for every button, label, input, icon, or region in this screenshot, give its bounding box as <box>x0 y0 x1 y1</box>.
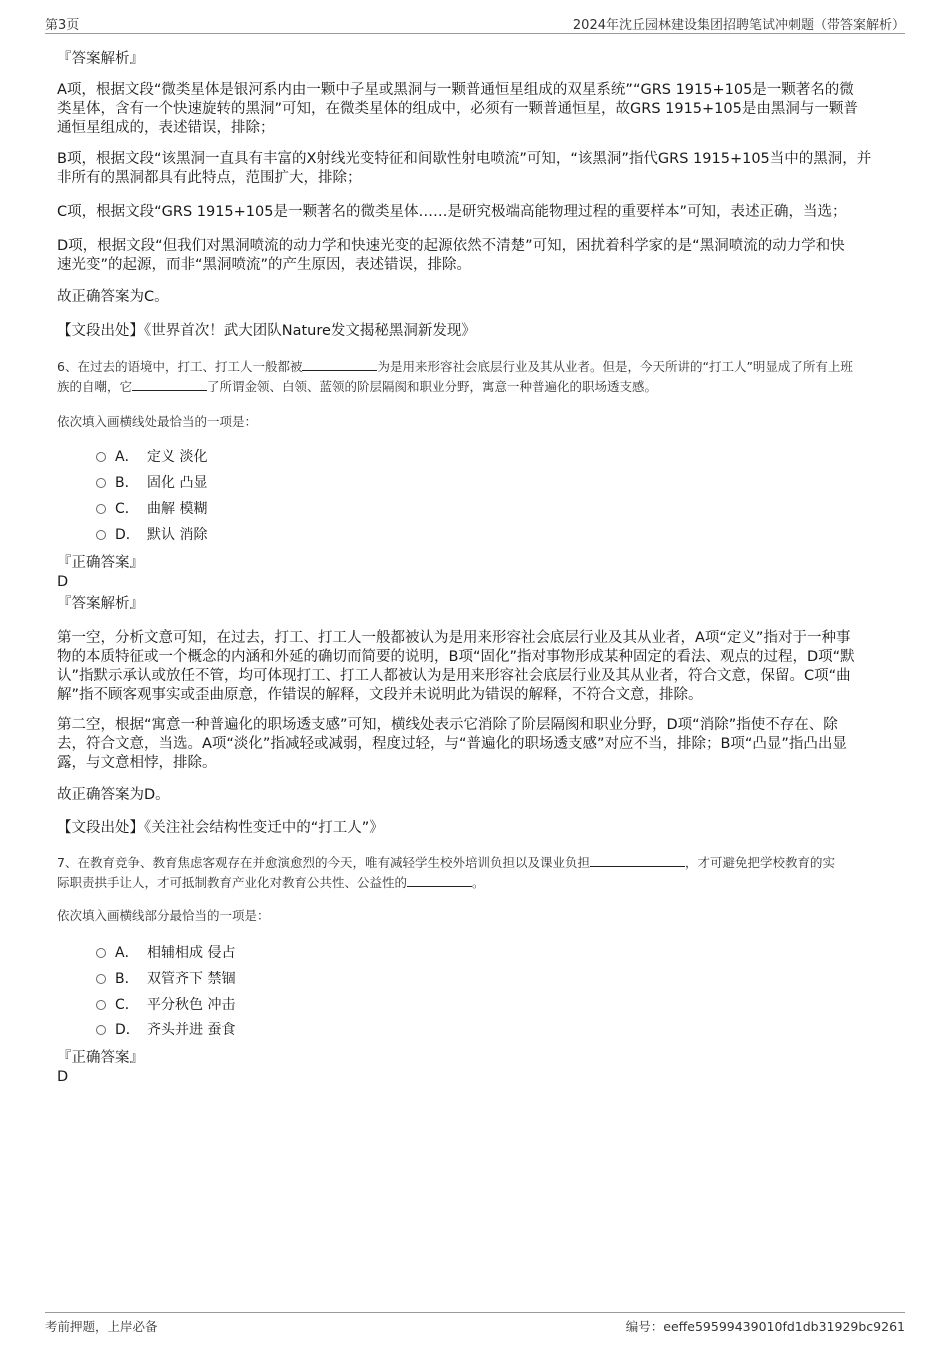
q6-option-b[interactable]: B． 固化 凸显 <box>96 474 207 492</box>
radio-icon[interactable] <box>96 504 106 514</box>
radio-icon[interactable] <box>96 452 106 462</box>
page-number: 第3页 <box>45 18 80 33</box>
q5-analysis-d: D项，根据文段“但我们对黑洞喷流的动力学和快速光变的起源依然不清楚”可知，困扰着科学家的是“黑洞喷流的动力学和快 速光变”的起源，而非“黑洞喷流”的产生原因，表述错误，排除。 <box>57 238 845 273</box>
document-code: 编号：eeffe59599439010fd1db31929bc9261 <box>625 1319 905 1334</box>
blank-line <box>407 875 472 887</box>
q7-answer: D <box>57 1069 69 1085</box>
q7-option-d[interactable]: D． 齐头并进 蚕食 <box>96 1021 235 1039</box>
q6-option-d[interactable]: D． 默认 消除 <box>96 526 207 544</box>
radio-icon[interactable] <box>96 974 106 984</box>
radio-icon[interactable] <box>96 478 106 488</box>
page-header <box>45 12 905 34</box>
radio-icon[interactable] <box>96 1025 106 1035</box>
q7-prompt: 依次填入画横线部分最恰当的一项是： <box>57 908 270 923</box>
q6-answer: D <box>57 574 69 590</box>
q7-answer-label: 『正确答案』 <box>57 1050 144 1066</box>
q5-analysis-label: 『答案解析』 <box>57 51 144 67</box>
q6-option-c[interactable]: C． 曲解 模糊 <box>96 500 207 518</box>
q5-analysis-b: B项，根据文段“该黑洞一直具有丰富的X射线光变特征和间歇性射电喷流”可知，“该黑洞”指代GRS 1915+105当中的黑洞，并 非所有的黑洞都具有此特点，范围扩大，排除； <box>57 151 872 186</box>
blank-line <box>132 379 207 391</box>
q6-analysis-label: 『答案解析』 <box>57 596 144 612</box>
blank-line <box>590 855 685 867</box>
q7-stem: 7、在教育竞争、教育焦虑客观存在并愈演愈烈的今天，唯有减轻学生校外培训负担以及课业负担 ，才可避免把学校教育的实 际职责拱手让人，才可抵制教育产业化对教育公共性、公益性的 。 <box>57 855 835 890</box>
q6-analysis-p1: 第一空，分析文意可知，在过去，打工、打工人一般都被认为是用来形容社会底层行业及其从业者，A项“定义”指对于一种事 物的本质特征或一个概念的内涵和外延的确切而简要的说明，B项“固化”指对事物形成某种固定的看法、观点的过程，D项“默 认”指默示承认或放任不管，均可体现打工、打工人都被认为是用来形容社会底层行业及其从业者，符合文意，保留。C项“曲 解”指不顾客观事实或歪曲原意，作错误的解释，文段并未说明此为错误的解释，不符合文意，排除。 <box>57 630 855 703</box>
q7-option-a[interactable]: A． 相辅相成 侵占 <box>96 944 235 962</box>
q6-prompt: 依次填入画横线处最恰当的一项是： <box>57 414 258 429</box>
radio-icon[interactable] <box>96 530 106 540</box>
q7-option-c[interactable]: C． 平分秋色 冲击 <box>96 996 235 1014</box>
footer-slogan: 考前押题，上岸必备 <box>45 1319 158 1334</box>
q6-answer-label: 『正确答案』 <box>57 555 144 571</box>
radio-icon[interactable] <box>96 948 106 958</box>
q6-stem: 6、在过去的语境中，打工、打工人一般都被 为是用来形容社会底层行业及其从业者。但是，今天所讲的“打工人”明显成了所有上班 族的自嘲，它 了所谓金领、白领、蓝领的阶层隔阂和职业分野，寓意一种普遍化的职场透支感。 <box>57 359 853 394</box>
q7-option-b[interactable]: B． 双管齐下 禁锢 <box>96 970 235 988</box>
q5-source: 【文段出处】《世界首次！武大团队Nature发文揭秘黑洞新发现》 <box>57 323 476 339</box>
q5-conclusion: 故正确答案为C。 <box>57 289 169 305</box>
q6-analysis-p2: 第二空，根据“寓意一种普遍化的职场透支感”可知，横线处表示它消除了阶层隔阂和职业分野，D项“消除”指使不存在、除 去，符合文意，当选。A项“淡化”指减轻或减弱，程度过轻，与“普遍化的职场透支感”对应不当，排除；B项“凸显”指凸出显 露，与文意相悖，排除。 <box>57 717 847 771</box>
document-title: 2024年沈丘园林建设集团招聘笔试冲刺题（带答案解析） <box>572 18 905 33</box>
radio-icon[interactable] <box>96 1000 106 1010</box>
q6-option-a[interactable]: A． 定义 淡化 <box>96 448 207 466</box>
q6-conclusion: 故正确答案为D。 <box>57 787 170 803</box>
q5-analysis-a: A项，根据文段“微类星体是银河系内由一颗中子星或黑洞与一颗普通恒星组成的双星系统”“GRS 1915+105是一颗著名的微 类星体，含有一个快速旋转的黑洞”可知，在微类星体的组成中，必须有一颗普通恒星，故GRS 1915+105是由黑洞与一颗普 通恒星组成的，表述错误，排除； <box>57 82 858 136</box>
q6-source: 【文段出处】《关注社会结构性变迁中的“打工人”》 <box>57 820 384 836</box>
blank-line <box>302 359 377 371</box>
page-footer <box>45 1312 905 1336</box>
q5-analysis-c: C项，根据文段“GRS 1915+105是一颗著名的微类星体……是研究极端高能物理过程的重要样本”可知，表述正确，当选； <box>57 204 847 220</box>
